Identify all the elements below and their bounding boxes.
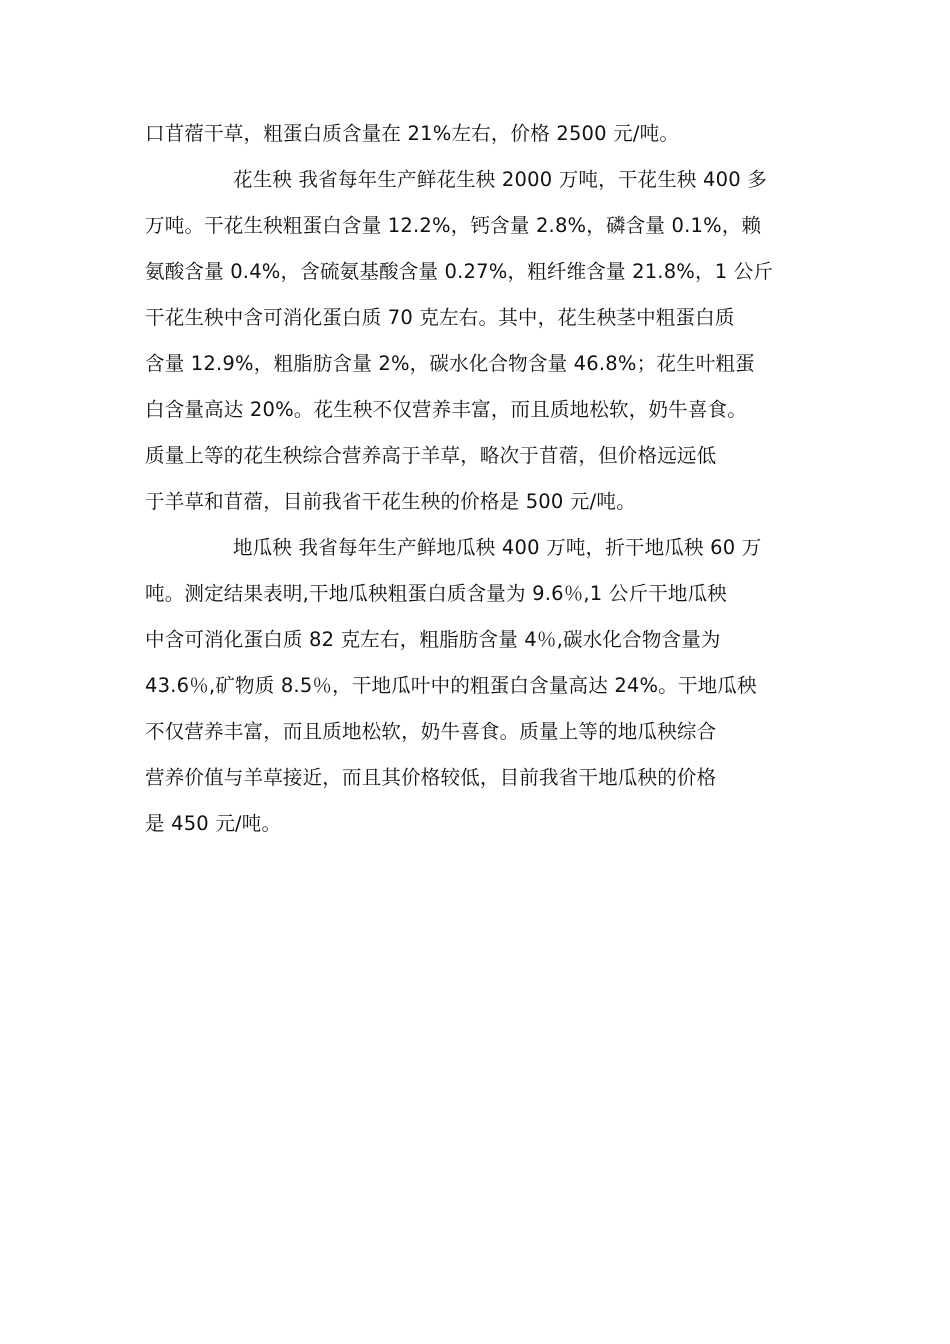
text-line: 营养价值与羊草接近，而且其价格较低，目前我省干地瓜秧的价格: [145, 766, 717, 789]
text-line: 氨酸含量 0.4%，含硫氨基酸含量 0.27%，粗纤维含量 21.8%，1 公斤: [145, 260, 774, 283]
paragraph-sweet-potato-vine: [145, 525, 820, 847]
text-line: 中含可消化蛋白质 82 克左右，粗脂肪含量 4％,碳水化合物含量为: [145, 628, 721, 651]
text-line: 不仅营养丰富，而且质地松软，奶牛喜食。质量上等的地瓜秧综合: [145, 720, 717, 743]
text-line: 花生秧 我省每年生产鲜花生秧 2000 万吨，干花生秧 400 多: [233, 168, 767, 191]
text-line: 白含量高达 20%。花生秧不仅营养丰富，而且质地松软，奶牛喜食。: [145, 398, 747, 421]
text-line: 含量 12.9%，粗脂肪含量 2%，碳水化合物含量 46.8%；花生叶粗蛋: [145, 352, 755, 375]
text-line: 质量上等的花生秧综合营养高于羊草，略次于苜蓿，但价格远远低: [145, 444, 717, 467]
text-line: 干花生秧中含可消化蛋白质 70 克左右。其中，花生秧茎中粗蛋白质: [145, 306, 735, 329]
text-line: 口苜蓿干草，粗蛋白质含量在 21%左右，价格 2500 元/吨。: [145, 122, 680, 145]
text-line: 43.6％,矿物质 8.5％，干地瓜叶中的粗蛋白含量高达 24%。干地瓜秧: [145, 674, 757, 697]
paragraph-alfalfa-continuation: [145, 111, 820, 157]
text-line: 万吨。干花生秧粗蛋白含量 12.2%，钙含量 2.8%，磷含量 0.1%，赖: [145, 214, 762, 237]
text-line: 吨。测定结果表明,干地瓜秧粗蛋白质含量为 9.6％,1 公斤干地瓜秧: [145, 582, 728, 605]
text-line: 是 450 元/吨。: [145, 812, 282, 835]
document-body: [145, 111, 820, 847]
text-line: 于羊草和苜蓿，目前我省干花生秧的价格是 500 元/吨。: [145, 490, 636, 513]
paragraph-peanut-vine: [145, 157, 820, 525]
text-line: 地瓜秧 我省每年生产鲜地瓜秧 400 万吨，折干地瓜秧 60 万: [233, 536, 762, 559]
